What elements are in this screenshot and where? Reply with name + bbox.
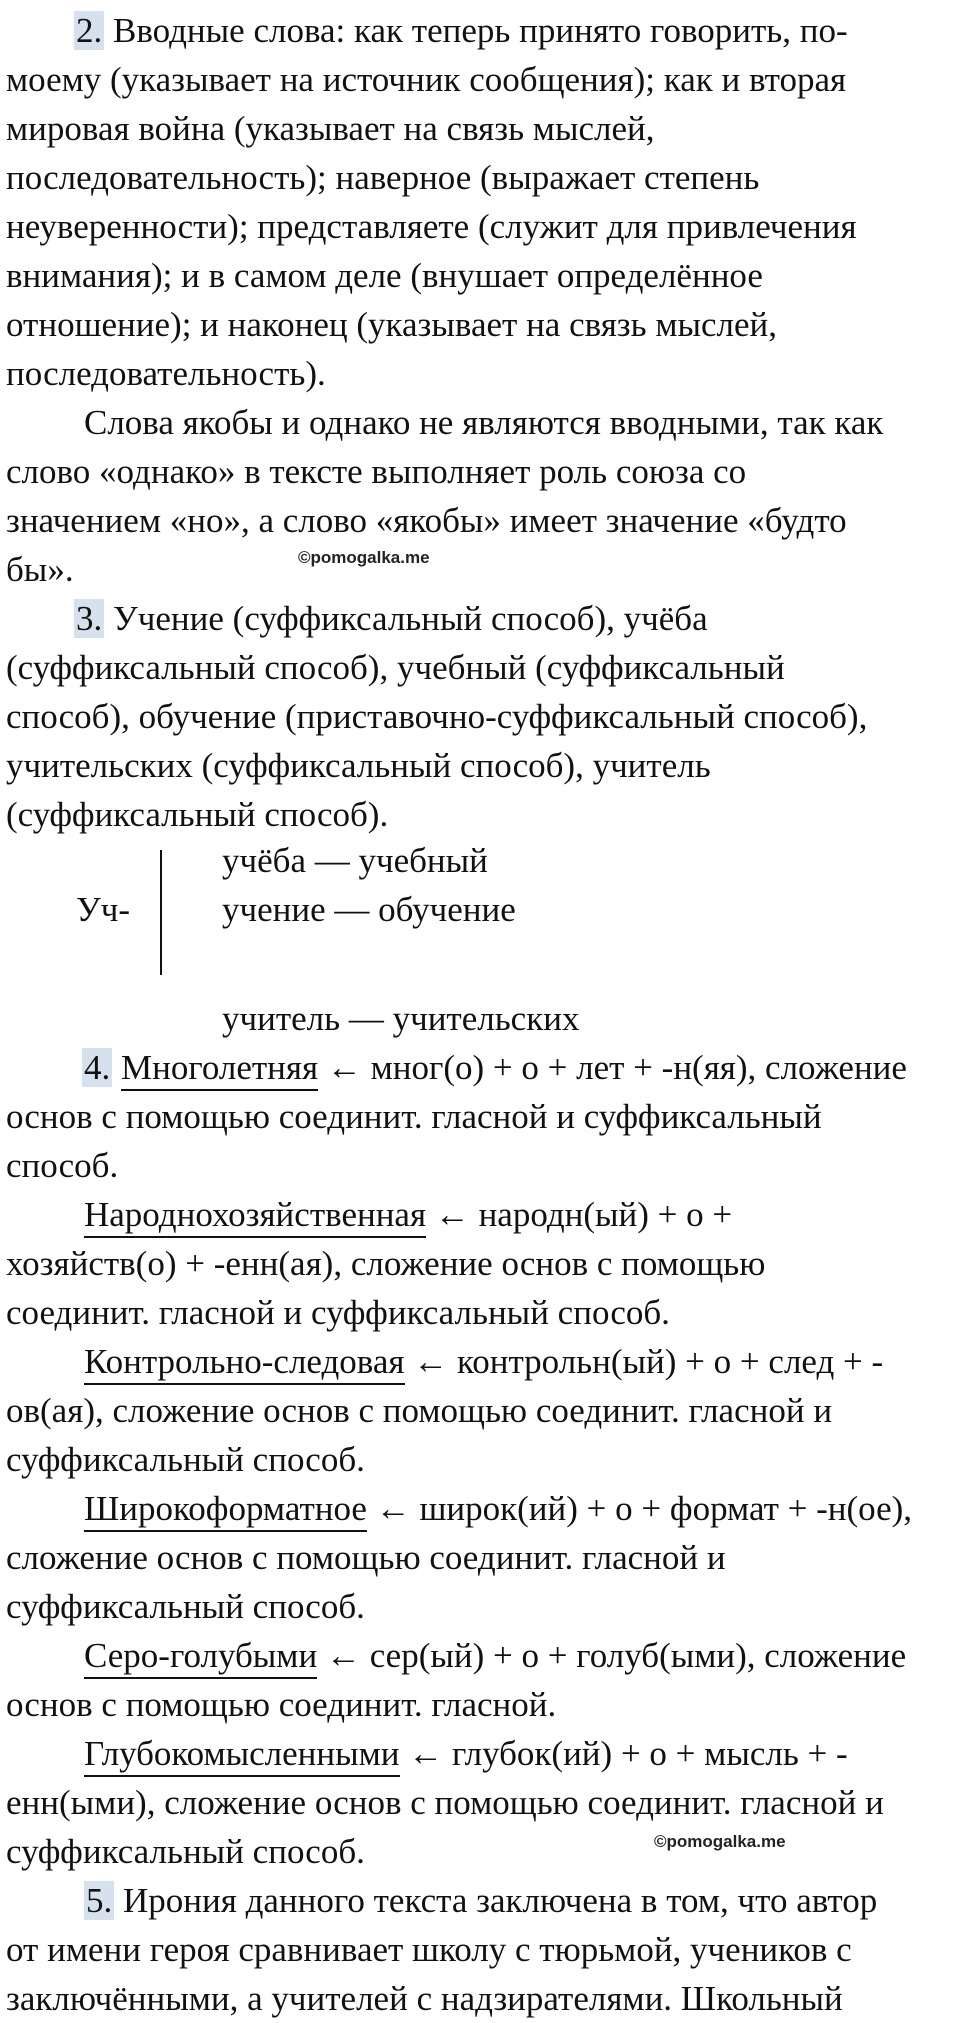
watermark: ©pomogalka.me [654, 1832, 786, 1851]
p4-line-17: суффиксальный способ. [6, 1832, 365, 1871]
p4-line-3: способ. [6, 1146, 119, 1185]
p3-line-1: 3. Учение (суффиксальный способ), учёба [76, 599, 708, 638]
word-analysis: Многолетняя [121, 1048, 318, 1091]
p2-line-6: внимания); и в самом деле (внушает определённое [6, 256, 763, 295]
p2-line-10: слово «однако» в тексте выполняет роль союза со [6, 452, 747, 491]
word-analysis: Контрольно-следовая [84, 1342, 405, 1385]
p2-line-12: бы». [6, 550, 74, 589]
p2-line-7: отношение); и наконец (указывает на связь мыслей, [6, 305, 778, 344]
p4-line-11: сложение основ с помощью соединит. гласной и [6, 1538, 726, 1577]
word-analysis: Глубокомысленными [84, 1734, 400, 1777]
word-analysis: Широкоформатное [84, 1489, 367, 1532]
p2-line-4: последовательность); наверное (выражает степень [6, 158, 760, 197]
p2-line-2: моему (указывает на источник сообщения); как и вторая [6, 60, 847, 99]
item-number-4: 4. [84, 1048, 111, 1087]
p4-line-15: Глубокомысленными ← глубок(ий) + о + мысль + - [84, 1729, 848, 1778]
p3-line-3: способ), обучение (приставочно-суффиксальный способ), [6, 697, 868, 736]
p3-line-4: учительских (суффиксальный способ), учитель [6, 746, 711, 785]
tree-root-label: Уч- [76, 890, 131, 929]
tree-bracket [160, 850, 162, 975]
p4-line-2: основ с помощью соединит. гласной и суффиксальный [6, 1097, 822, 1136]
p2-line-5: неуверенности); представляете (служит для привлечения [6, 207, 857, 246]
p4-line-1: 4. Многолетняя ← мног(о) + о + лет + -н(яя), сложение [82, 1043, 907, 1092]
p4-line-5: хозяйств(о) + -енн(ая), сложение основ с помощью [6, 1244, 766, 1283]
p4-line-9: суффиксальный способ. [6, 1440, 365, 1479]
p5-line-1: 5. Ирония данного текста заключена в том, что автор [86, 1881, 878, 1920]
item-number-3: 3. [76, 599, 103, 638]
p3-line-5: (суффиксальный способ). [6, 795, 389, 834]
p4-line-13: Серо-голубыми ← сер(ый) + о + голуб(ыми), сложение [84, 1631, 906, 1680]
p5-line-3: заключёнными, а учителей с надзирателями. Школьный [6, 1979, 843, 2018]
p4-line-10: Широкоформатное ← широк(ий) + о + формат + -н(ое), [84, 1484, 912, 1533]
p4-line-6: соединит. гласной и суффиксальный способ. [6, 1293, 670, 1332]
word-analysis: Народнохозяйственная [84, 1195, 426, 1238]
p2-line-1: 2. Вводные слова: как теперь принято говорить, по- [76, 11, 848, 50]
p2-line-11: значением «но», а слово «якобы» имеет значение «будто [6, 501, 847, 540]
p4-line-16: енн(ыми), сложение основ с помощью соединит. гласной и [6, 1783, 884, 1822]
p2-line-8: последовательность). [6, 354, 326, 393]
p4-line-8: ов(ая), сложение основ с помощью соединит. гласной и [6, 1391, 833, 1430]
p3-line-2: (суффиксальный способ), учебный (суффиксальный [6, 648, 785, 687]
p5-line-2: от имени героя сравнивает школу с тюрьмой, учеников с [6, 1930, 852, 1969]
p4-line-4: Народнохозяйственная ← народн(ый) + о + [84, 1190, 732, 1239]
watermark: ©pomogalka.me [298, 548, 430, 567]
p4-line-7: Контрольно-следовая ← контрольн(ый) + о + след + - [84, 1337, 883, 1386]
item-number-5: 5. [86, 1881, 113, 1920]
p2-line-9: Слова якобы и однако не являются вводными, так как [84, 403, 884, 442]
word-analysis: Серо-голубыми [84, 1636, 317, 1679]
p4-line-12: суффиксальный способ. [6, 1587, 365, 1626]
p2-line-3: мировая война (указывает на связь мыслей, [6, 109, 655, 148]
item-number-2: 2. [76, 11, 103, 50]
tree-row-3: учитель — учительских [222, 999, 580, 1038]
p4-line-14: основ с помощью соединит. гласной. [6, 1685, 557, 1724]
tree-row-1: учёба — учебный [222, 841, 488, 880]
tree-row-2: учение — обучение [222, 890, 516, 929]
